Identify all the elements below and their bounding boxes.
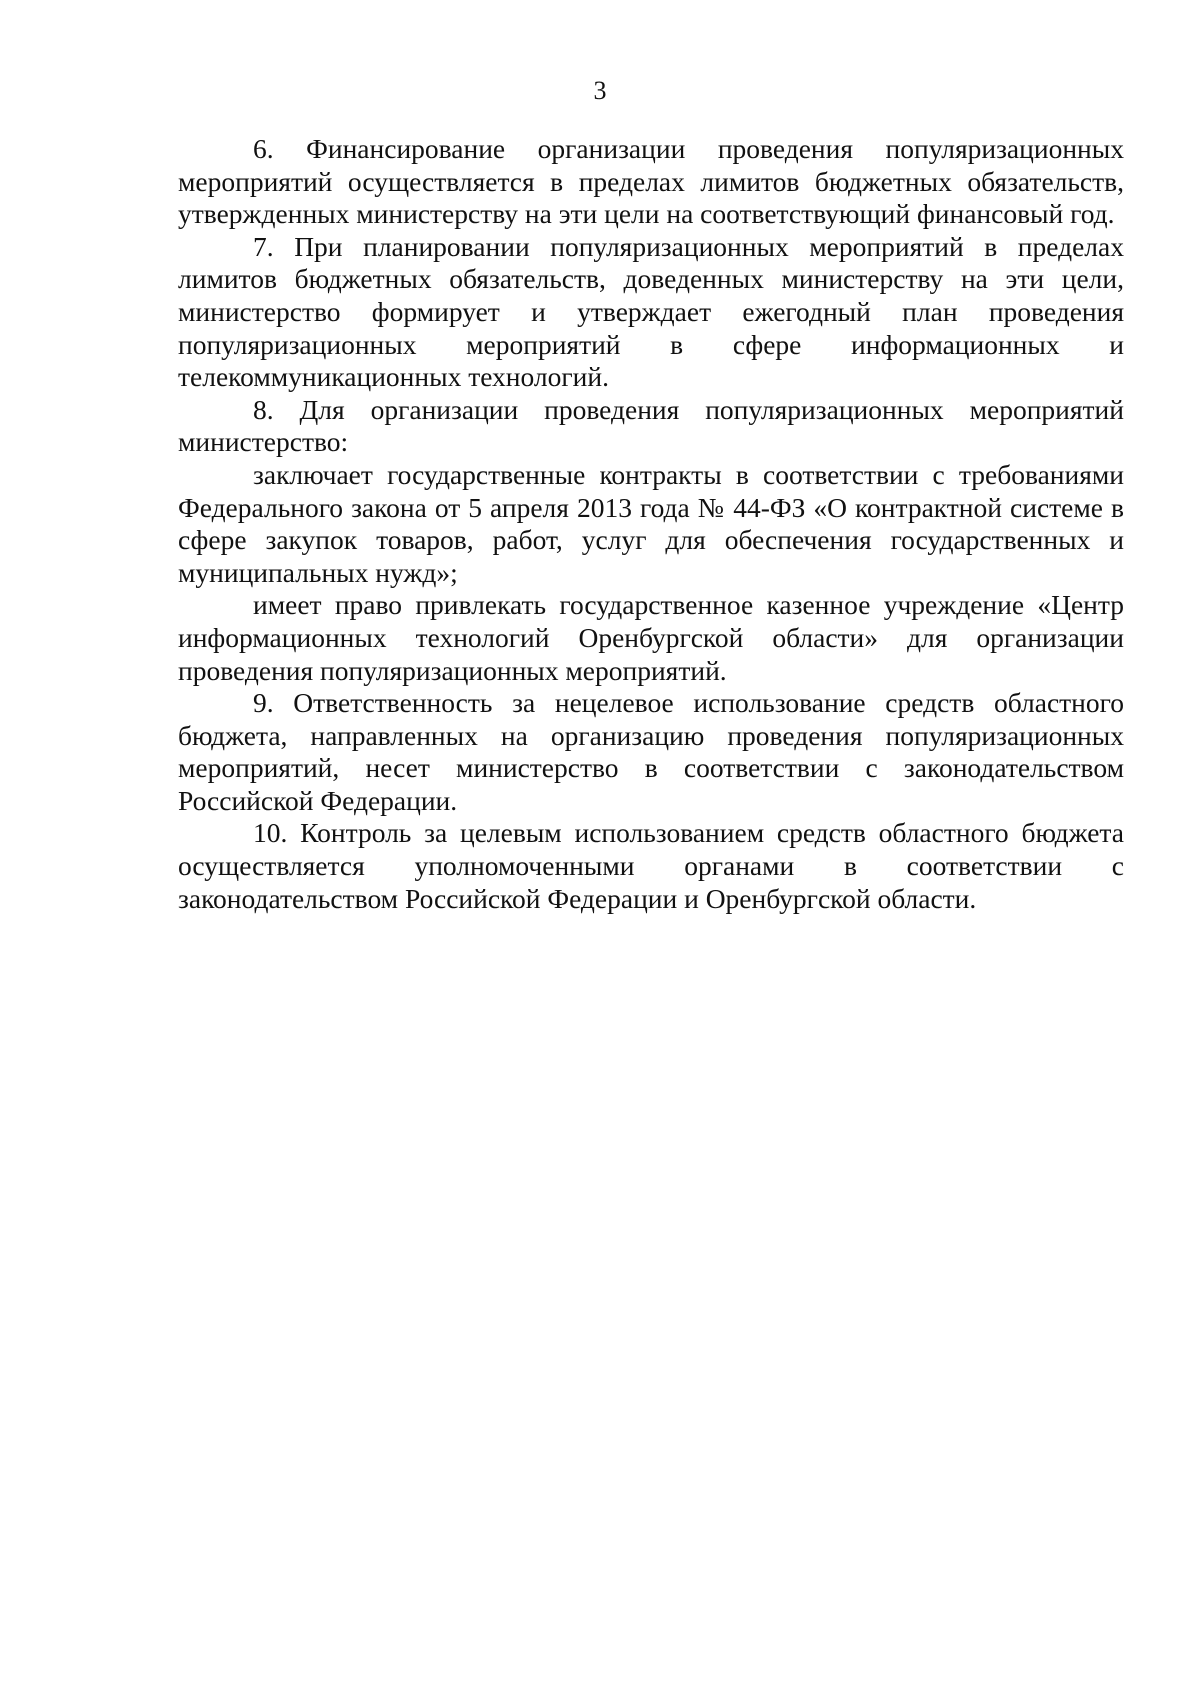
- page-number: 3: [593, 76, 607, 105]
- paragraph-7: 7. При планировании популяризационных мероприятий в пределах лимитов бюджетных обязательств, доведенных министерству на эти цели, министерство формирует и утверждает ежегодный план проведения популяризационных мероприятий в сфере информационных и телекоммуникационных технологий.: [178, 230, 1124, 393]
- paragraph-10: 10. Контроль за целевым использованием средств областного бюджета осуществляется уполномоченными органами в соответствии с законодательством Российской Федерации и Оренбургской области.: [178, 817, 1124, 914]
- paragraph-8: 8. Для организации проведения популяризационных мероприятий министерство:: [178, 393, 1124, 458]
- document-body: [178, 133, 1124, 915]
- paragraph-9: 9. Ответственность за нецелевое использование средств областного бюджета, направленных на организацию проведения популяризационных мероприятий, несет министерство в соответствии с законодательством Российской Федерации.: [178, 687, 1124, 816]
- paragraph-8-item-institution: имеет право привлекать государственное казенное учреждение «Центр информационных технологий Оренбургской области» для организации проведения популяризационных мероприятий.: [178, 589, 1124, 686]
- paragraph-8-item-contracts: заключает государственные контракты в соответствии с требованиями Федерального закона от 5 апреля 2013 года № 44-ФЗ «О контрактной системе в сфере закупок товаров, работ, услуг для обеспечения государственных и муниципальных нужд»;: [178, 458, 1124, 588]
- paragraph-6: 6. Финансирование организации проведения популяризационных мероприятий осуществляется в пределах лимитов бюджетных обязательств, утвержденных министерству на эти цели на соответствующий финансовый год.: [178, 133, 1124, 230]
